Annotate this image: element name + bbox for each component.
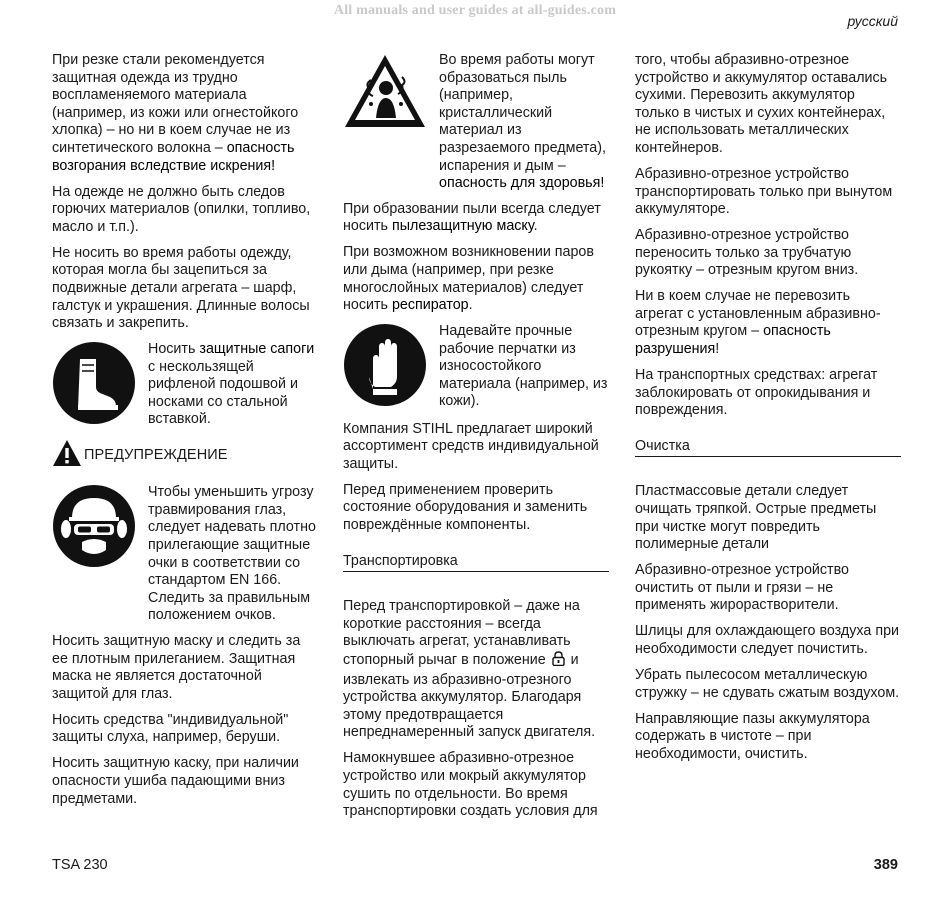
paragraph: Перед применением проверить состояние оборудования и заменить повреждённые компоненты. [343,481,588,534]
language-label: русский [847,13,898,29]
paragraph: Носить средства "индивидуальной" защиты слуха, например, беруши. [52,711,289,746]
boots-text: Носить защитные сапоги с нескользящей рифленой подошвой и носками со стальной вставкой. [148,341,315,428]
boots-block [52,341,320,431]
warning-triangle-icon [52,439,84,473]
paragraph: Абразивно-отрезное устройство очистить от пыли и грязи – не применять жирорастворители. [635,562,849,614]
paragraph: Носить защитную маску и следить за ее плотным прилеганием. Защитная маска не является достаточной защитой для глаз. [52,633,301,702]
section-heading-transport: Транспортировка [343,553,609,573]
paragraph: Перед транспортировкой – даже на короткие расстояния – всегда выключать агрегат, устанавливать стопорный рычаг в положение и извлекать из абразивно-отрезного устройства аккумулятор. Благодаря этому предотвращается непреднамеренный запуск двигателя. [343,598,596,741]
paragraph: Пластмассовые детали следует очищать тряпкой. Острые предметы при чистке могут повредить полимерные детали [635,483,877,553]
safety-boot-icon [52,341,136,431]
column-1 [52,52,320,817]
gloves-block [343,323,609,413]
page-number: 389 [873,857,898,873]
paragraph: Намокнувшее абразивно-отрезное устройство или мокрый аккумулятор сушить по отдельности. Во время транспортировки создать условия для [343,750,598,820]
watermark: All manuals and user guides at all-guides.com [333,3,617,18]
paragraph: При возможном возникновении паров или дыма (например, при резке многослойных материалов) следует носить респиратор. [343,244,594,314]
lock-position-icon [552,651,565,672]
goggles-text: Чтобы уменьшить угрозу травмирования глаз, следует надевать плотно прилегающие защитные очки в соответствии со стандартом EN 166. Следить за правильным положением очков. [148,484,316,624]
gloves-icon [343,323,427,413]
paragraph: Не носить во время работы одежду, которая могла бы зацепиться за подвижные детали агрегата – шарф, галстук и украшения. Длинные волосы связать и закрепить. [52,244,310,332]
dust-hazard-icon [343,52,427,136]
paragraph: При резке стали рекомендуется защитная одежда из трудно воспламеняемого материала (например, из кожи или огнестойкого хлопка) – но ни в коем случае не из синтетического волокна – опасность возгорания вследствие искрения! [52,52,299,174]
paragraph: Направляющие пазы аккумулятора содержать в чистоте – при необходимости, очистить. [635,710,870,762]
goggles-block [52,484,320,625]
paragraph: Убрать пылесосом металлическую стружку – не сдувать сжатым воздухом. [635,666,900,701]
warning-heading [52,439,320,473]
dust-block [343,52,609,193]
paragraph: Компания STIHL предлагает широкий ассортимент средств индивидуальной защиты. [343,420,599,472]
dust-text: Во время работы могут образоваться пыль (например, кристаллический материал из разрезаемого предмета), испарения и дым – опасность для здоровья! [439,52,606,192]
paragraph: Абразивно-отрезное устройство переносить только за трубчатую рукоятку – отрезным кругом вниз. [635,227,859,279]
warning-heading-text: ПРЕДУПРЕЖДЕНИЕ [84,446,228,463]
paragraph: Ни в коем случае не перевозить агрегат с установленным абразивно-отрезным кругом – опасность разрушения! [635,288,881,358]
paragraph: Носить защитную каску, при наличии опасности ушиба падающими вниз предметами. [52,755,299,807]
paragraph: Шлицы для охлаждающего воздуха при необходимости следует почистить. [635,623,900,657]
paragraph: На транспортных средствах: агрегат заблокировать от опрокидывания и повреждения. [635,367,878,419]
gloves-text: Надевайте прочные рабочие перчатки из износостойкого материала (например, из кожи). [439,323,608,410]
column-2 [343,52,609,829]
section-heading-cleaning: Очистка [635,438,901,458]
paragraph: При образовании пыли всегда следует носить пылезащитную маску. [343,200,601,235]
paragraph: На одежде не должно быть следов горючих материалов (опилки, топливо, масло и т.п.). [52,183,311,235]
face-protection-icon [52,484,136,574]
paragraph: того, чтобы абразивно-отрезное устройство и аккумулятор оставались сухими. Перевозить аккумулятор только в чистых и сухих контейнерах, не использовать металлических контейнеров. [635,52,888,156]
footer-model: TSA 230 [52,857,108,873]
column-3 [635,52,901,772]
paragraph: Абразивно-отрезное устройство транспортировать только при вынутом аккумуляторе. [635,165,893,218]
